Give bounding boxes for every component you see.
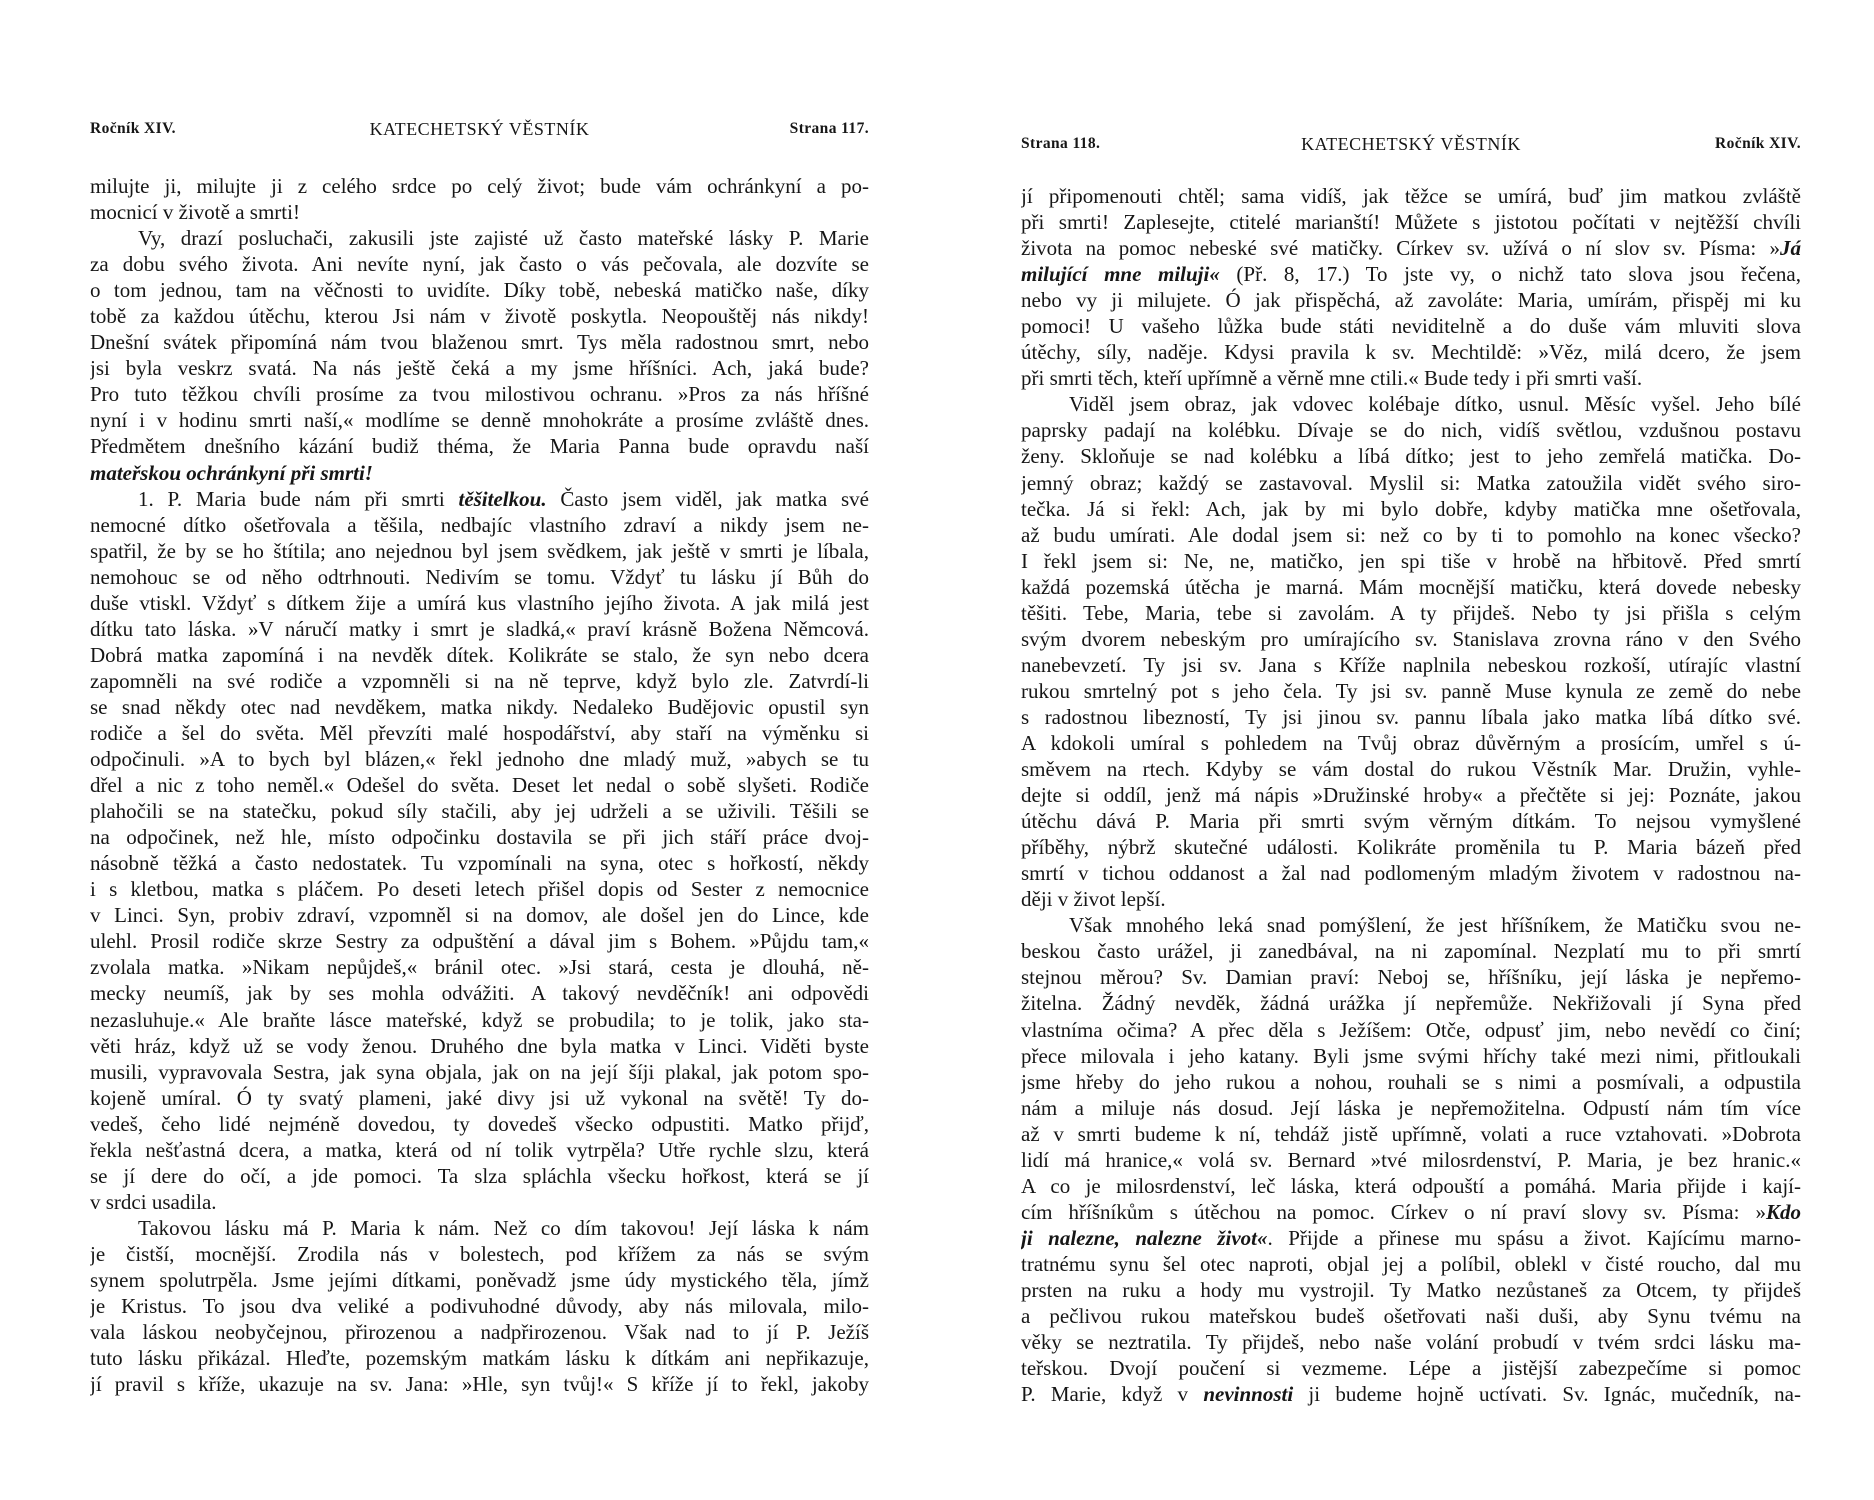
page-text: [1021, 183, 1801, 1407]
text-line: [1021, 964, 1801, 990]
text-segment: Viděl jsem obraz, jak vdovec kolébaje dítko, usnul. Měsíc vyšel. Jeho bílé: [1069, 392, 1801, 417]
text-line: [90, 720, 869, 746]
paragraph: [90, 1215, 869, 1397]
text-line: [90, 486, 869, 512]
page-left: [90, 0, 869, 1500]
text-line: [90, 772, 869, 798]
text-segment: je Kristus. To jsou dva veliké a podivuhodné důvody, aby nás milovala, milo-: [90, 1294, 869, 1319]
text-segment: rodiče a šel do světa. Měl převzíti malé hospodářství, aby staří na výměnku si: [90, 720, 869, 745]
text-segment: tečka. Já si řekl: Ach, jak by mi bylo dobře, kdyby matička mne ošetřovala,: [1021, 496, 1801, 521]
text-line: [1021, 834, 1801, 860]
text-segment: dejte si oddíl, jenž má nápis »Družinské hroby« a přečtěte si jej: Poznáte, jakou: [1021, 783, 1801, 808]
text-line: [90, 1007, 869, 1033]
text-segment: tuto lásku přikázal. Hleďte, pozemským matkám lásku k dítkám ani nepřikazuje,: [90, 1346, 869, 1371]
emphasis-text: Já: [1780, 236, 1801, 261]
text-segment: I řekl jsem si: Ne, ne, matičko, jen spi tiše v hrobě na hřbitově. Před smrtí: [1021, 548, 1801, 573]
text-segment: jsi byla veskrz svatá. Na nás ještě čeká a my jsme hříšníci. Ach, jaká bude?: [90, 356, 869, 381]
emphasis-text: nevinnosti: [1203, 1382, 1294, 1407]
text-line: [90, 1033, 869, 1059]
text-segment: plahočili se na statečku, pokud síly stačili, aby jej udrželi a se uživili. Těšili se: [90, 799, 869, 824]
text-segment: A kdokoli umíral s pohledem na Tvůj obraz důvěrným a prosícím, umřel s ú-: [1021, 730, 1801, 755]
text-line: [1021, 417, 1801, 443]
text-segment: svým dvorem nebeským pro umírajícího sv. Stanislava zrovna ráno v den Svého: [1021, 626, 1801, 651]
text-line: [90, 694, 869, 720]
journal-title: KATECHETSKÝ VĚSTNÍK: [1301, 134, 1521, 154]
text-line: [90, 642, 869, 668]
text-line: [1021, 1121, 1801, 1147]
text-line: [90, 1215, 869, 1241]
text-segment: Však mnohého leká snad pomýšlení, že jest hříšníkem, že Matičku svou ne-: [1069, 913, 1801, 938]
paragraph: [90, 173, 869, 225]
text-line: [1021, 235, 1801, 261]
text-line: [90, 329, 869, 355]
running-header: [90, 117, 869, 141]
text-segment: ženy. Skloňuje se nad kolébku a líbá dítko; jest to jeho zemřelá matička. Do-: [1021, 444, 1801, 469]
text-segment: věky se neztratila. Ty přijdeš, nebo naše volání probudí v tvém srdci lásku ma-: [1021, 1330, 1801, 1355]
text-segment: Dobrá matka zapomíná i na nevděk dítek. Kolikráte se stalo, že syn nebo dcera: [90, 642, 869, 667]
text-segment: až budu umírati. Ale dodal jsem si: než co by ti to pomohlo na konec všecko?: [1021, 522, 1801, 547]
text-segment: nezasluhuje.« Ale braňte lásce mateřské, když se probudila; to je tolik, jako sta-: [90, 1007, 869, 1032]
text-line: [90, 1111, 869, 1137]
text-line: [90, 1137, 869, 1163]
text-segment: ji budeme hojně uctívati. Sv. Ignác, mučedník, na-: [1293, 1382, 1801, 1407]
text-segment: musili, vypravovala Sestra, jak syna objala, jak on na její šíji plakal, jak potom spo-: [90, 1059, 869, 1084]
text-segment: se snad někdy otec nad nevděkem, matka nikdy. Nedaleko Budějovic opustil syn: [90, 694, 869, 719]
text-segment: dítku tato láska. »V náručí matky i smrt je sladká,« praví krásně Božena Němcová.: [90, 616, 869, 641]
text-line: [1021, 704, 1801, 730]
text-line: [90, 1085, 869, 1111]
text-line: [90, 564, 869, 590]
text-line: [90, 251, 869, 277]
text-line: [1021, 756, 1801, 782]
text-line: [90, 954, 869, 980]
text-segment: a pečlivou rukou mateřskou budeš ošetřovati naši duši, aby Synu tvému na: [1021, 1304, 1801, 1329]
text-segment: života na pomoc nebeské své matičky. Církev sv. užívá o ní slov sv. Písma: »: [1021, 236, 1780, 261]
text-line: [1021, 183, 1801, 209]
text-line: [1021, 782, 1801, 808]
text-segment: rukou smrtelný pot s jeho čela. Ty jsi sv. panně Muse kynula ze země do nebe: [1021, 678, 1801, 703]
text-line: [90, 1189, 869, 1215]
text-segment: směvem na rtech. Kdyby se vám dostal do rukou Věstník Mar. Družin, vyhle-: [1021, 757, 1801, 782]
text-segment: 1. P. Maria bude nám při smrti: [138, 486, 459, 511]
journal-title: KATECHETSKÝ VĚSTNÍK: [369, 119, 590, 139]
text-segment: mocnicí v životě a smrti!: [90, 200, 300, 225]
text-segment: Pro tuto těžkou chvíli prosíme za tvou milostivou ochranu. »Pros za nás hříšné: [90, 382, 869, 407]
text-line: [1021, 313, 1801, 339]
text-segment: dřel a nic z toho neměl.« Odešel do světa. Deset let nedal o sobě slyšeti. Rodiče: [90, 773, 869, 798]
text-line: [1021, 1277, 1801, 1303]
text-segment: věti hráz, když už se vody ženou. Druhého dne byla matka v Linci. Viděti byste: [90, 1033, 869, 1058]
text-line: [1021, 912, 1801, 938]
text-line: [90, 850, 869, 876]
text-segment: žitelna. Žádný nevděk, žádná urážka jí nepřemůže. Nekřižovali jí Syna před: [1021, 991, 1801, 1016]
emphasis-text: Kdo: [1765, 1199, 1801, 1224]
text-segment: v Linci. Syn, probiv zdraví, vzpomněl si na domov, ale došel jen do Lince, kde: [90, 903, 869, 928]
text-line: [1021, 1381, 1801, 1407]
text-segment: smrtí v tichou oddanost a žal nad podlomeným mladým životem v radostnou na-: [1021, 861, 1801, 886]
text-segment: přece milovala i jeho katany. Byli jsme svými hříchy také mezi nimi, přitloukali: [1021, 1043, 1801, 1068]
paragraph: [1021, 912, 1801, 1407]
text-segment: nemocné dítko ošetřovala a těšila, nedbajíc vlastního zdraví a nikdy jsem ne-: [90, 512, 869, 537]
text-segment: se jí dere do očí, a jde pomoci. Ta slza spláchla všecku hořkost, která se jí: [90, 1163, 869, 1188]
text-segment: tobě za každou útěchu, kterou Jsi nám v životě poskytla. Neopouštěj nás nikdy!: [90, 304, 869, 329]
text-segment: jí pravil s kříže, ukazuje na sv. Jana: »Hle, syn tvůj!« S kříže jí to řekl, jakoby: [90, 1372, 869, 1397]
text-segment: kojeně umíral. Ó ty svatý plameni, jaké divy jsi už vykonal na světě! Ty do-: [90, 1085, 869, 1110]
text-line: [90, 616, 869, 642]
text-segment: zapomněli na své rodiče a vzpomněli si na ně teprve, když bylo zle. Zatvrdí-li: [90, 668, 869, 693]
text-segment: Často jsem viděl, jak matka své: [546, 486, 869, 511]
text-line: [1021, 1095, 1801, 1121]
text-line: [90, 407, 869, 433]
paragraph: [90, 225, 869, 485]
text-segment: Takovou lásku má P. Maria k nám. Než co dím takovou! Její láska k nám: [138, 1215, 869, 1240]
text-line: [1021, 600, 1801, 626]
text-segment: synem spolutrpěla. Jsme jejími dítkami, poněvadž jsme údy mystického těla, jímž: [90, 1267, 869, 1292]
text-segment: beskou často urážel, ji zanedbával, na ni zapomínal. Nezplatí mu to při smrtí: [1021, 939, 1801, 964]
text-segment: teřskou. Dvojí poučení si vezmeme. Lépe a jistější zabezpečíme si pomoc: [1021, 1356, 1801, 1381]
text-segment: na odpočinek, než hle, místo odpočinku dostavila se při jich stáří práce dvoj-: [90, 825, 869, 850]
text-segment: odpočinuli. »A to bych byl blázen,« řekl jednoho dne mladý muž, »abych se tu: [90, 747, 869, 772]
text-line: [1021, 808, 1801, 834]
text-segment: vedeš, čeho lidé nejméně dovedou, ty dovedeš všecko odpustiti. Matko přijď,: [90, 1111, 869, 1136]
text-segment: nyní i v hodinu smrti naší,« modlíme se denně mnohokráte a prosíme zvláště dnes.: [90, 408, 869, 433]
text-segment: (Př. 8, 17.) To jste vy, o nichž tato slova jsou řečena,: [1219, 262, 1801, 287]
text-line: [90, 824, 869, 850]
text-line: [1021, 574, 1801, 600]
text-line: [90, 303, 869, 329]
text-line: [1021, 470, 1801, 496]
text-segment: cím hříšníkům s útěchou na pomoc. Církev o ní praví slovy sv. Písma: »: [1021, 1199, 1766, 1224]
text-line: [1021, 1225, 1801, 1251]
text-segment: při smrti těch, kteří upřímně a věrně mne ctili.« Bude tedy i při smrti vaší.: [1021, 366, 1643, 391]
text-line: [90, 1241, 869, 1267]
text-line: [90, 225, 869, 251]
page-number: Strana 118.: [1021, 135, 1101, 152]
text-segment: tratnému synu šel otec naproti, objal jej a políbil, oblekl v čisté roucho, dal mu: [1021, 1251, 1801, 1276]
text-segment: zvolala matka. »Nikam nepůjdeš,« bránil otec. »Jsi stará, cesta je dlouhá, ně-: [90, 955, 869, 980]
text-line: [90, 433, 869, 459]
text-segment: útěchu dává P. Maria při smrti svým věrným dítkám. To nejsou vymyšlené: [1021, 809, 1801, 834]
text-segment: o tom jednou, tam na věčnosti to uvidíte. Díky tobě, nebeská matičko naše, díky: [90, 278, 869, 303]
text-line: [90, 1371, 869, 1397]
text-line: [1021, 1329, 1801, 1355]
text-line: [1021, 522, 1801, 548]
text-line: [90, 512, 869, 538]
text-line: [1021, 287, 1801, 313]
text-line: [1021, 860, 1801, 886]
text-line: [1021, 1199, 1801, 1225]
text-line: [1021, 1043, 1801, 1069]
text-line: [1021, 365, 1801, 391]
text-line: [1021, 1303, 1801, 1329]
text-segment: P. Marie, když v: [1021, 1382, 1204, 1407]
emphasis-text: milující mne miluji«: [1021, 262, 1220, 287]
text-segment: jí připomenouti chtěl; sama vidíš, jak těžce se umírá, buď jim matkou zvláště: [1021, 184, 1801, 208]
text-line: [90, 798, 869, 824]
text-line: [1021, 1147, 1801, 1173]
text-line: [1021, 938, 1801, 964]
text-line: [1021, 990, 1801, 1016]
text-line: [90, 928, 869, 954]
text-segment: paprsky padají na kolébku. Dívaje se do nich, vidíš světlou, vzdušnou postavu: [1021, 418, 1801, 443]
text-segment: jemný obraz; každý se zastavoval. Myslil si: Matka zatoužila vidět svého siro-: [1021, 470, 1801, 495]
text-segment: ději v život lepší.: [1021, 887, 1166, 912]
text-segment: Předmětem dnešního kázání budiž théma, že Maria Panna bude opravdu naší: [90, 434, 869, 459]
volume-label: Ročník XIV.: [1715, 135, 1801, 152]
text-segment: v srdci usadila.: [90, 1189, 217, 1214]
text-segment: milujte ji, milujte ji z celého srdce po celý život; bude vám ochránkyní a po-: [90, 174, 869, 198]
emphasis-text: ji nalezne, nalezne život«: [1021, 1225, 1268, 1250]
text-segment: nám a miluje nás dosud. Její láska je nepřemožitelna. Odpustí nám tím více: [1021, 1095, 1801, 1120]
text-line: [1021, 1251, 1801, 1277]
text-segment: A co je milosrdenství, leč láska, která odpouští a pomáhá. Maria přijde i kají-: [1021, 1173, 1801, 1198]
text-line: [90, 381, 869, 407]
text-segment: až v smrti budeme k ní, tehdáž jistě upřímně, volati a ruce vztahovati. »Dobrota: [1021, 1121, 1801, 1146]
text-line: [1021, 261, 1801, 287]
text-segment: vala láskou neobyčejnou, přirozenou a nadpřirozenou. Však nad to jí P. Ježíš: [90, 1320, 869, 1345]
volume-label: Ročník XIV.: [90, 120, 176, 137]
text-segment: spatřil, že by se ho štítila; ano nejednou byl jsem svědkem, jak ještě v smrti je líbala,: [90, 538, 869, 563]
text-segment: nanebevzetí. Ty jsi sv. Jana s Kříže naplnila nebeskou rozkoší, utírajíc vlastní: [1021, 652, 1801, 677]
text-line: [90, 355, 869, 381]
text-line: [90, 876, 869, 902]
running-header: [1021, 132, 1801, 156]
text-segment: duše vtiskl. Vždyť s dítkem žije a umírá kus vlastního jejího života. A jak milá jest: [90, 590, 869, 615]
text-segment: těšiti. Tebe, Maria, tebe si zavolám. A ty přijdeš. Nebo ty jsi přišla s celým: [1021, 600, 1801, 625]
text-line: [90, 199, 869, 225]
text-line: [90, 1293, 869, 1319]
page-text: [90, 173, 869, 1397]
text-line: [90, 1059, 869, 1085]
text-line: [1021, 1017, 1801, 1043]
emphasis-text: mateřskou ochránkyní při smrti!: [90, 460, 373, 485]
text-line: [1021, 443, 1801, 469]
text-line: [1021, 886, 1801, 912]
text-segment: vlastníma očima? A přec děla s Ježíšem: Otče, odpusť jim, nebo nevědí co činí;: [1021, 1017, 1801, 1042]
text-segment: nemohouc se od něho odtrhnouti. Nedivím se tomu. Vždyť tu lásku jí Bůh do: [90, 564, 869, 589]
text-line: [1021, 730, 1801, 756]
text-segment: jsme hřeby do jeho rukou a nohou, rouhali se s nimi a posmívali, a odpustila: [1021, 1069, 1801, 1094]
page-number: Strana 117.: [789, 120, 869, 137]
text-line: [1021, 1355, 1801, 1381]
text-line: [1021, 339, 1801, 365]
text-line: [90, 668, 869, 694]
text-segment: stejnou měrou? Sv. Damian praví: Neboj se, hříšníku, její láska je nepřemo-: [1021, 965, 1801, 990]
text-line: [1021, 1069, 1801, 1095]
text-line: [90, 460, 869, 486]
text-line: [90, 1319, 869, 1345]
text-line: [90, 1163, 869, 1189]
text-segment: . Přijde a přinese mu spásu a život. Kajícímu marno-: [1267, 1225, 1801, 1250]
text-line: [1021, 626, 1801, 652]
text-line: [90, 173, 869, 199]
text-line: [90, 980, 869, 1006]
text-line: [1021, 652, 1801, 678]
text-line: [90, 590, 869, 616]
text-line: [1021, 548, 1801, 574]
text-segment: při smrti! Zaplesejte, ctitelé marianští! Můžete s jistotou počítati v nejtěžší chvíli: [1021, 210, 1801, 235]
text-line: [1021, 1173, 1801, 1199]
text-line: [90, 902, 869, 928]
text-segment: příběhy, nýbrž skutečné události. Kolikráte proměnila tu P. Maria bázeň před: [1021, 835, 1801, 860]
text-segment: řekla nešťastná dcera, a matka, která od ní tolik vytrpěla? Utře rychle slzu, která: [90, 1137, 869, 1162]
text-segment: mecky neumíš, jak by ses mohla odvážiti. A takový nevděčník! ani odpovědi: [90, 981, 869, 1006]
text-segment: každá pozemská útěcha je marná. Mám mocnější matičku, která dovede nebesky: [1021, 574, 1801, 599]
text-line: [1021, 391, 1801, 417]
emphasis-text: těšitelkou.: [458, 486, 547, 511]
paragraph: [1021, 183, 1801, 391]
text-line: [90, 1345, 869, 1371]
text-segment: Dnešní svátek připomíná nám tvou blaženou smrt. Tys měla radostnou smrt, nebo: [90, 330, 869, 355]
text-line: [1021, 678, 1801, 704]
text-segment: pomoci! U vašeho lůžka bude státi neviditelně a do duše vám mluviti slova: [1021, 314, 1801, 339]
text-segment: je čistší, mocnější. Zrodila nás v bolestech, pod křížem za nás se svým: [90, 1241, 869, 1266]
page-right: [1021, 0, 1801, 1500]
text-line: [90, 746, 869, 772]
text-segment: i s kletbou, matka s pláčem. Po deseti letech přišel dopis od Sester z nemocnice: [90, 877, 869, 902]
text-segment: útěchy, síly, naděje. Kdysi pravila k sv. Mechtildě: »Věz, milá dcero, že jsem: [1021, 340, 1801, 365]
text-segment: za dobu svého života. Ani nevíte nyní, jak často o vás pečovala, ale dozvíte se: [90, 252, 869, 277]
text-segment: násobně těžká a často nedostatek. Tu vzpomínali na syna, otec s hořkostí, někdy: [90, 851, 869, 876]
text-segment: Vy, drazí posluchači, zakusili jste zajisté už často mateřské lásky P. Marie: [138, 226, 869, 251]
text-line: [90, 1267, 869, 1293]
text-segment: nebo vy ji milujete. Ó jak přispěchá, až zavoláte: Maria, umírám, přispěj mi ku: [1021, 288, 1801, 313]
paragraph: [1021, 391, 1801, 912]
paragraph: [90, 486, 869, 1215]
text-line: [90, 277, 869, 303]
text-segment: ulehl. Prosil rodiče skrze Sestry za odpuštění a dával jim s Bohem. »Půjdu tam,«: [90, 929, 869, 954]
text-segment: lidí má hranice,« volá sv. Bernard »tvé milosrdenství, P. Maria, je bez hranic.«: [1021, 1147, 1801, 1172]
text-line: [90, 538, 869, 564]
text-segment: s radostnou libezností, Ty jsi jinou sv. pannu líbala jako matka líbá dítko své.: [1021, 704, 1801, 729]
text-line: [1021, 209, 1801, 235]
text-segment: prsten na ruku a hody mu vystrojil. Ty Matko nezůstaneš za Otcem, ty přijdeš: [1021, 1277, 1801, 1302]
text-line: [1021, 496, 1801, 522]
